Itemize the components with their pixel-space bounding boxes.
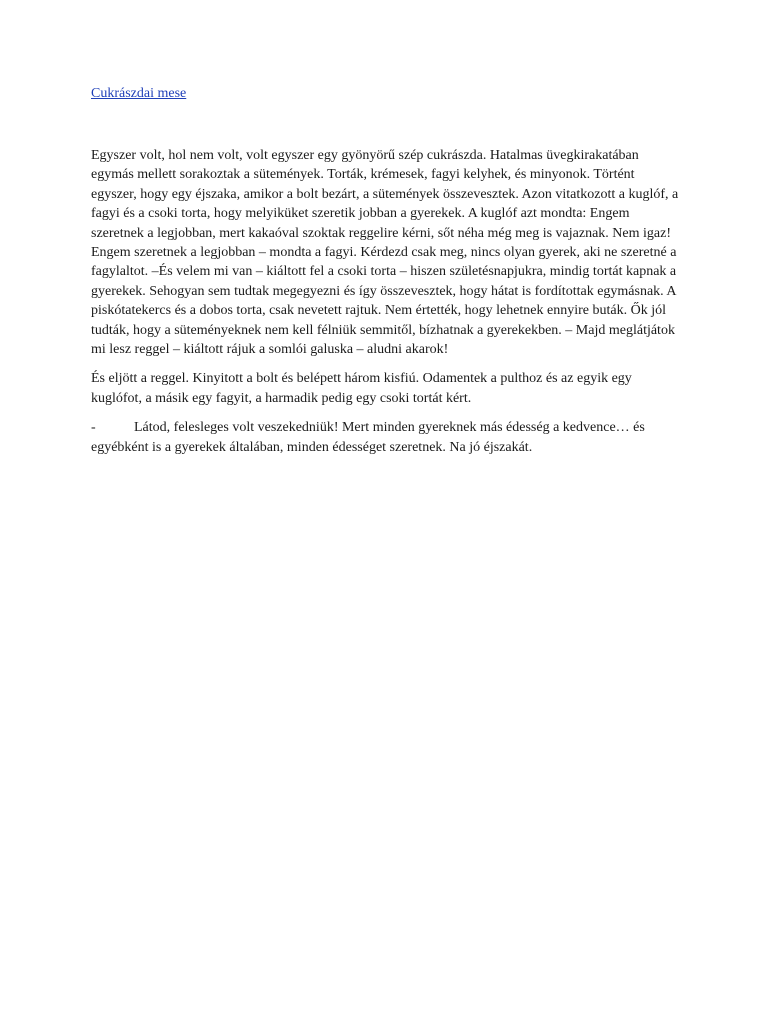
dialogue-text: Látod, felesleges volt veszekedniük! Mert minden gyereknek más édesség a kedvence… és egyébként is a gyerekek általában, minden édességet szeretnek. Na jó éjszakát. (91, 420, 645, 455)
dialogue-dash: - (91, 420, 96, 436)
document-page (91, 84, 679, 457)
paragraph-1: Egyszer volt, hol nem volt, volt egyszer egy gyönyörű szép cukrászda. Hatalmas üvegkirakatában egymás mellett sorakoztak a sütemények. Torták, krémesek, fagyi kelyhek, és minyonok. Történt egyszer, hogy egy éjszaka, amikor a bolt bezárt, a sütemények összevesztek. Azon vitatkozott a kuglóf, a fagyi és a csoki torta, hogy melyiküket szeretik jobban a gyerekek. A kuglóf azt mondta: Engem szeretnek a legjobban, mert kakaóval szoktak reggelire kérni, sőt néha még meg is vajaznak. Nem igaz! Engem szeretnek a legjobban – mondta a fagyi. Kérdezd csak meg, nincs olyan gyerek, aki ne szeretné a fagylaltot. –És velem mi van – kiáltott fel a csoki torta – hiszen születésnapjukra, mindig tortát kapnak a gyerekek. Sehogyan sem tudtak megegyezni és így összevesztek, hogy hátat is fordítottak egymásnak. A piskótatekercs és a dobos torta, csak nevetett rajtuk. Nem értették, hogy lehetnek ennyire buták. Ők jól tudták, hogy a süteményeknek nem kell félniük semmitől, bízhatnak a gyerekekben. – Majd meglátjátok mi lesz reggel – kiáltott rájuk a somlói galuska – aludni akarok! (91, 148, 679, 358)
paragraph-2: És eljött a reggel. Kinyitott a bolt és belépett három kisfiú. Odamentek a pulthoz és az egyik egy kuglófot, a másik egy fagyit, a harmadik pedig egy csoki tortát kért. (91, 371, 632, 406)
paragraph-3 (91, 418, 679, 457)
document-title-link[interactable]: Cukrászdai mese (91, 86, 187, 101)
